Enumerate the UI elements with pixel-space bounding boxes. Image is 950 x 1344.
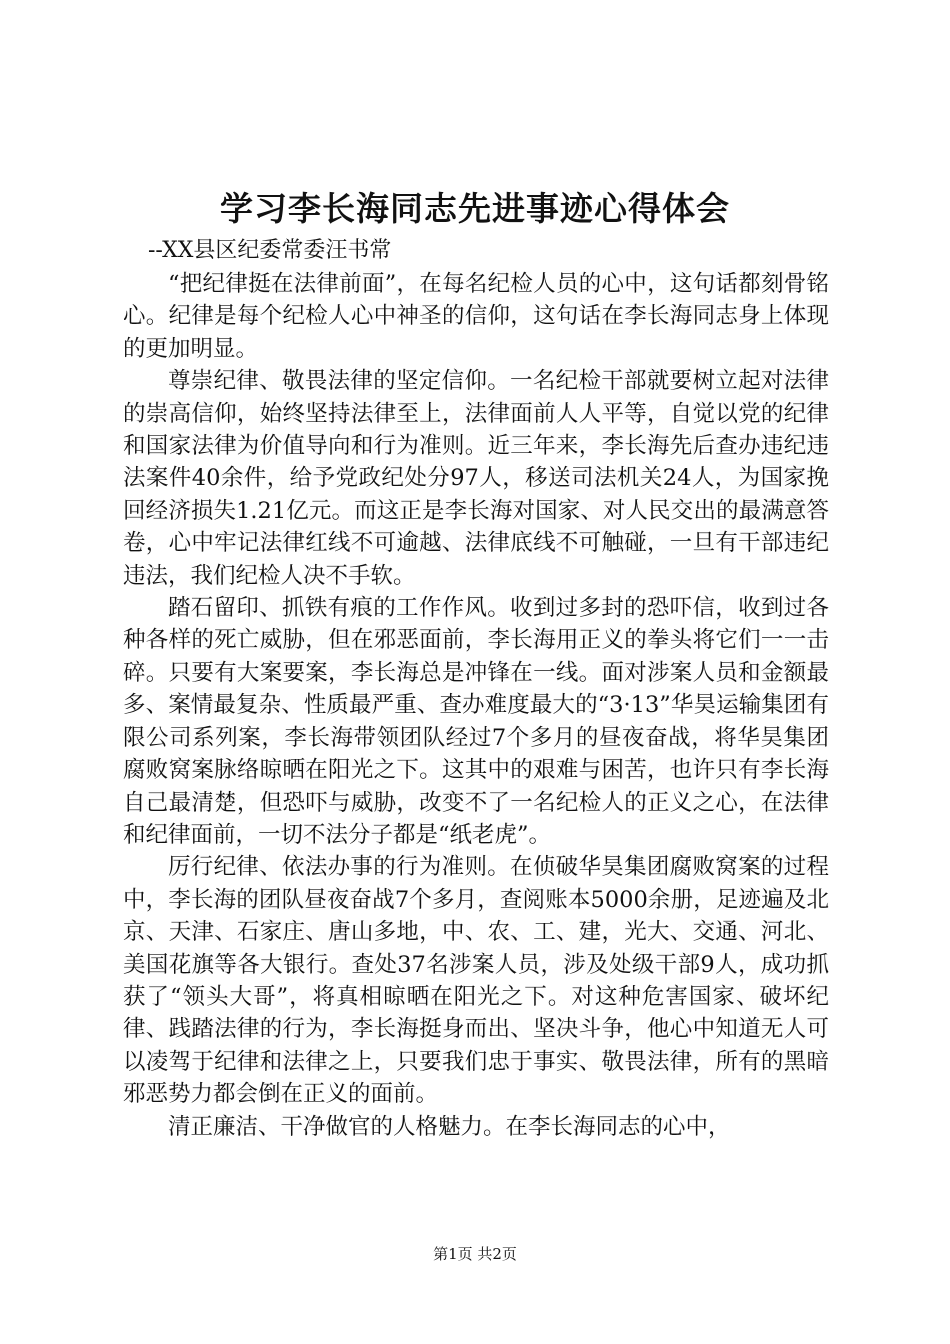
body-paragraph: 尊崇纪律、敬畏法律的坚定信仰。一名纪检干部就要树立起对法律的崇高信仰，始终坚持法律至上，法律面前人人平等，自觉以党的纪律和国家法律为价值导向和行为准则。近三年来，李长海先后查办违纪违法案件40余件，给予党政纪处分97人，移送司法机关24人，为国家挽回经济损失1.21亿元。而这正是李长海对国家、对人民交出的最满意答卷，心中牢记法律红线不可逾越、法律底线不可触碰，一旦有干部违纪违法，我们纪检人决不手软。 [123,368,829,589]
author-byline: --XX县区纪委常委汪书常 [148,238,392,263]
document-body [123,268,829,1143]
body-paragraph: 踏石留印、抓铁有痕的工作作风。收到过多封的恐吓信，收到过各种各样的死亡威胁，但在邪恶面前，李长海用正义的拳头将它们一一击碎。只要有大案要案，李长海总是冲锋在一线。面对涉案人员和金额最多、案情最复杂、性质最严重、查办难度最大的“3·13”华昊运输集团有限公司系列案，李长海带领团队经过7个多月的昼夜奋战，将华昊集团腐败窝案脉络晾晒在阳光之下。这其中的艰难与困苦，也许只有李长海自己最清楚，但恐吓与威胁，改变不了一名纪检人的正义之心，在法律和纪律面前，一切不法分子都是“纸老虎”。 [123,595,829,848]
body-paragraph: 清正廉洁、干净做官的人格魅力。在李长海同志的心中， [168,1113,731,1140]
body-paragraph: “把纪律挺在法律前面”，在每名纪检人员的心中，这句话都刻骨铭心。纪律是每个纪检人心中神圣的信仰，这句话在李长海同志身上体现的更加明显。 [123,271,829,362]
page-footer: 第1页 共2页 [433,1245,517,1263]
body-paragraph: 厉行纪律、依法办事的行为准则。在侦破华昊集团腐败窝案的过程中，李长海的团队昼夜奋战7个多月，查阅账本5000余册，足迹遍及北京、天津、石家庄、唐山多地，中、农、工、建，光大、交通、河北、美国花旗等各大银行。查处37名涉案人员，涉及处级干部9人，成功抓获了“领头大哥”，将真相晾晒在阳光之下。对这种危害国家、破坏纪律、践踏法律的行为，李长海挺身而出、坚决斗争，他心中知道无人可以凌驾于纪律和法律之上，只要我们忠于事实、敬畏法律，所有的黑暗邪恶势力都会倒在正义的面前。 [123,854,829,1108]
document-title: 学习李长海同志先进事迹心得体会 [220,189,730,228]
